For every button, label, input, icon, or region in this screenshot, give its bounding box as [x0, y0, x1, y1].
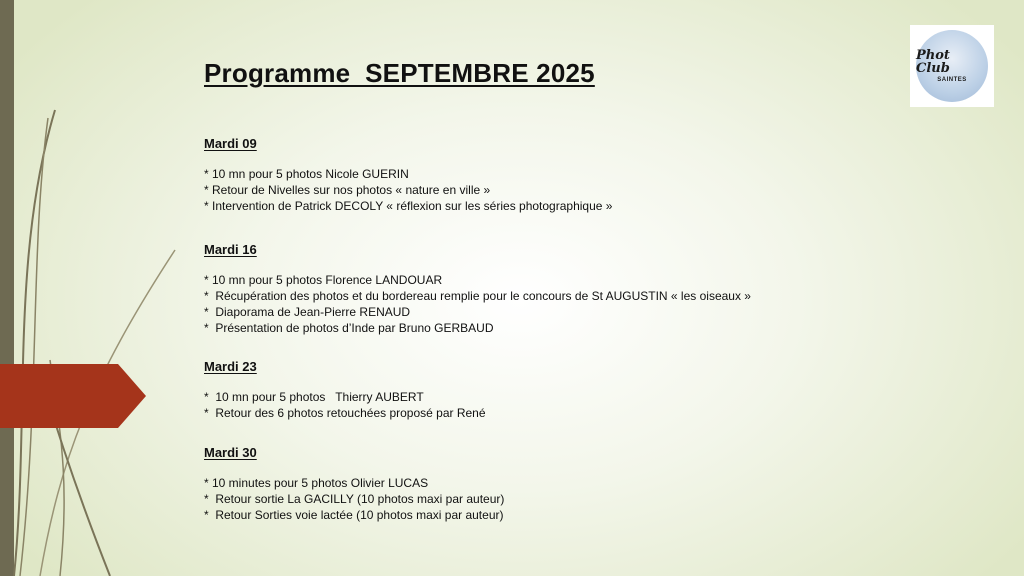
logo-text: Phot Club [916, 48, 950, 76]
section-mardi-23 [204, 359, 486, 421]
list-item: * 10 mn pour 5 photos Nicole GUERIN [204, 167, 409, 181]
photo-club-logo [910, 25, 994, 107]
section-mardi-30 [204, 445, 504, 523]
section-mardi-16 [204, 242, 751, 336]
list-item: * Récupération des photos et du bordereau remplie pour le concours de St AUGUSTIN « les oiseaux » [204, 289, 751, 303]
logo-badge [916, 30, 988, 102]
page-title: Programme SEPTEMBRE 2025 [204, 58, 595, 88]
section-heading: Mardi 30 [204, 445, 257, 460]
red-arrow-shape [0, 0, 200, 576]
list-item: * Retour sortie La GACILLY (10 photos maxi par auteur) [204, 492, 505, 506]
list-item: * Présentation de photos d’Inde par Bruno GERBAUD [204, 321, 494, 335]
section-heading: Mardi 16 [204, 242, 257, 257]
list-item: * Retour Sorties voie lactée (10 photos maxi par auteur) [204, 508, 504, 522]
list-item: * Retour de Nivelles sur nos photos « nature en ville » [204, 183, 491, 197]
section-heading: Mardi 09 [204, 136, 257, 151]
page-header [204, 58, 904, 89]
logo-subtitle: SAINTES [937, 77, 967, 83]
list-item: * Diaporama de Jean-Pierre RENAUD [204, 305, 411, 319]
list-item: * 10 minutes pour 5 photos Olivier LUCAS [204, 476, 429, 490]
list-item: * Retour des 6 photos retouchées proposé par René [204, 406, 486, 420]
list-item: * 10 mn pour 5 photos Thierry AUBERT [204, 390, 424, 404]
list-item: * Intervention de Patrick DECOLY « réflexion sur les séries photographique » [204, 199, 613, 213]
section-mardi-09 [204, 136, 612, 214]
section-heading: Mardi 23 [204, 359, 257, 374]
list-item: * 10 mn pour 5 photos Florence LANDOUAR [204, 273, 443, 287]
